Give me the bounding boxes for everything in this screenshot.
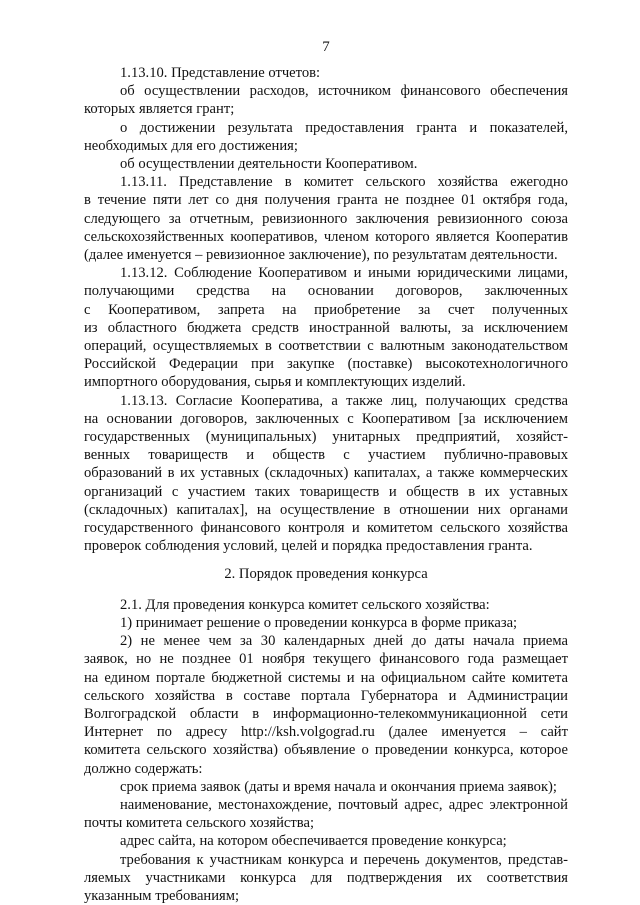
text-line: (далее именуется – ревизионное заключение), по результатам деятельности. [84,247,558,264]
text-line: указанным требованиям; [84,887,240,904]
section-heading: 2. Порядок проведения конкурса [224,566,428,583]
text-line: об осуществлении деятельности Кооперативом. [120,156,418,173]
text-line: 2) не менее чем за 30 календарных дней до даты начала приема [120,633,568,650]
text-line: Волгоградской области в информационно-телекоммуникационной сети [84,705,568,722]
text-line: из областного бюджета средств иностранной валюты, за исключением [84,319,568,336]
text-line: с Кооперативом, запрета на приобретение за счет полученных [84,301,568,318]
text-line: в течение пяти лет со дня получения гранта не позднее 01 октября года, [84,192,568,209]
section-2-body [84,596,568,905]
text-line: наименование, местонахождение, почтовый адрес, адрес электронной [120,796,568,813]
text-line: на основании договоров, заключенных с Кооперативом [за исключением [84,410,568,427]
text-line: которых является грант; [84,101,235,118]
text-line: необходимых для его достижения; [84,137,298,154]
text-line: 1.13.13. Согласие Кооператива, а также лиц, получающих средства [120,392,568,409]
text-line: 2.1. Для проведения конкурса комитет сельского хозяйства: [120,596,490,613]
text-line: государственных (муниципальных) унитарных предприятий, хозяйст- [84,429,568,446]
text-line: о достижении результата предоставления гранта и показателей, [120,119,568,136]
text-line: на едином портале бюджетной системы и на официальном сайте комитета [84,669,568,686]
text-line: комитета сельского хозяйства) объявление о проведении конкурса, которое [84,742,568,759]
text-line: об осуществлении расходов, источником финансового обеспечения [120,83,568,100]
text-line: получающими средства на основании договоров, заключенных [84,283,568,300]
page-number: 7 [322,39,330,55]
text-line: требования к участникам конкурса и перечень документов, представ- [120,851,568,868]
text-line: 1.13.10. Представление отчетов: [120,65,321,81]
text-line: операций, осуществляемых в соответствии с валютным законодательством [84,338,568,355]
section-1-body [84,64,568,555]
text-line: должно содержать: [84,760,203,777]
text-line: Интернет по адресу http://ksh.volgograd.ru (далее именуется – сайт [84,724,568,741]
text-line: 1) принимает решение о проведении конкурса в форме приказа; [120,614,518,631]
text-line: ляемых участниками конкурса для подтверждения их соответствия [84,869,568,886]
text-line: импортного оборудования, сырья и комплектующих изделий. [84,374,466,391]
text-line: заявок, но не позднее 01 ноября текущего финансового года размещает [84,651,568,668]
text-line: сельскохозяйственных кооперативов, членом которого является Кооператив [84,228,568,245]
text-line: 1.13.12. Соблюдение Кооперативом и иными юридическими лицами, [120,265,568,282]
text-line: следующего за отчетным, ревизионного заключения ревизионного союза [84,210,568,227]
text-line: организаций с участием таких товариществ и обществ в их уставных [84,483,568,500]
text-line: 1.13.11. Представление в комитет сельского хозяйства ежегодно [120,174,568,191]
text-line: венных товариществ и обществ с участием публично-правовых [84,447,568,464]
text-line: сельского хозяйства в составе портала Губернатора и Администрации [84,687,568,704]
text-line: адрес сайта, на котором обеспечивается проведение конкурса; [120,833,507,850]
text-line: (складочных) капиталах], на осуществление в отношении них органами [84,501,568,518]
text-line: почты комитета сельского хозяйства; [84,815,315,832]
text-line: государственного финансового контроля и комитетом сельского хозяйства [84,520,568,537]
text-line: Российской Федерации при закупке (поставке) высокотехнологичного [84,356,568,373]
text-line: образований в их уставных (складочных) капиталах, а также коммерческих [84,465,568,482]
text-line: проверок соблюдения условий, целей и порядка предоставления гранта. [84,538,533,555]
text-line: срок приема заявок (даты и время начала и окончания приема заявок); [120,778,557,795]
